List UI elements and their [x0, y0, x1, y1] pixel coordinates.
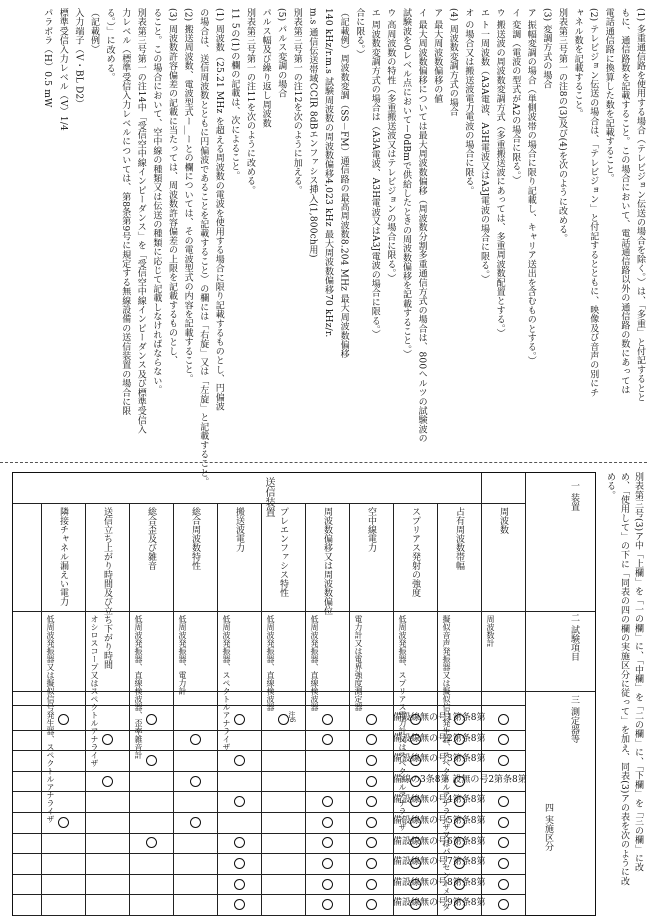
- instrument-cell: 低周波発振器、直線検波器: [266, 615, 275, 711]
- side-note-line: 別表第三号(3)ア中「上欄」を「一の欄」に、「中欄」を「二の欄」に、「下欄」を「三の欄」に改: [633, 472, 643, 872]
- applicable-mark: [498, 734, 509, 745]
- text-column: 別表第三号第一の注12を次のように加える。: [291, 8, 302, 195]
- text-column: 合に限る。）: [354, 8, 365, 59]
- applicable-mark: [454, 796, 465, 807]
- test-item-cell: 空中線電力: [366, 507, 376, 552]
- instrument-cell: 低周波発振器、スプリアス電力計又はスペクトルアナライザ: [398, 615, 407, 831]
- applicable-mark: [190, 734, 201, 745]
- table-rule: [481, 473, 482, 915]
- side-note-line: め、「使用して」の下に「同表の四の欄の実施区分に従って」を加え、同表(3)アの表を次のように改: [619, 472, 629, 886]
- applicable-mark: [146, 714, 157, 725]
- applicable-mark: [102, 734, 113, 745]
- division-label: 備設線無の号8第条8第: [393, 877, 486, 888]
- applicable-mark: [234, 858, 245, 869]
- test-item-cell: スプリアス発射の強度: [410, 507, 420, 597]
- applicable-mark: [366, 714, 377, 725]
- applicable-mark: [366, 858, 377, 869]
- applicable-mark: [366, 837, 377, 848]
- applicable-mark: [410, 796, 421, 807]
- applicable-mark: [234, 755, 245, 766]
- applicable-mark: [322, 837, 333, 848]
- applicable-mark: [366, 734, 377, 745]
- applicable-mark: [410, 837, 421, 848]
- instrument-cell: 低周波発振器、直線検波器、歪率雑音計: [134, 615, 143, 759]
- table-rule: [13, 915, 525, 916]
- applicable-mark: [322, 734, 333, 745]
- applicable-mark: [498, 899, 509, 910]
- applicable-mark: [498, 837, 509, 848]
- instrument-cell: 擬似音声発振器又は擬似信号発生器、スペクトルアナライザ又はパーセントメータ: [442, 615, 451, 911]
- text-column: （記載例）周波数変調（SS－FM）通信路の最高周波数8.204 MHz 最大周波数偏移: [338, 8, 349, 359]
- applicable-mark: [234, 899, 245, 910]
- text-column: 別表第三号第一の注14中「受信空中線インピーダンス」を「受信空中線インピーダンス及び標準受信入: [135, 8, 146, 434]
- table-rule: [13, 771, 525, 772]
- text-column: (2) 搬送周波数、電波型式ー＿ーとの欄については、その電波型式の内容を記載すること。: [182, 8, 193, 384]
- applicable-mark: [498, 879, 509, 890]
- instrument-cell: 低周波発振器、スペクトルアナライザ: [222, 615, 231, 751]
- table-rule: [13, 833, 525, 834]
- text-column: m.s 通信伝送帯域CCIR 8dBエンファシス挿入(1,800ch用): [307, 8, 318, 258]
- applicable-mark: [454, 899, 465, 910]
- applicable-mark: [146, 837, 157, 848]
- applicable-mark: [102, 776, 113, 787]
- applicable-mark: [410, 817, 421, 828]
- text-column: 別表第三号第一の注8の(3)及び(4)を次のように改める。: [557, 8, 567, 244]
- applicable-mark: [454, 734, 465, 745]
- text-column: ャネル数を記載すること。: [572, 8, 583, 119]
- test-item-cell: プレエンファシス特性: [278, 507, 288, 597]
- applicable-mark: [366, 899, 377, 910]
- test-item-cell: 総合歪及び雑音: [146, 507, 156, 570]
- text-column: (4) 周波数変調方式の場合: [447, 8, 458, 117]
- header-instrument: 三 測定器等: [569, 695, 579, 743]
- applicable-mark: [410, 714, 421, 725]
- text-column: イ 最大周波数偏移については最大周波数偏移（周波数分割多重通信方式の場合は、800ヘルツの試験波の: [416, 8, 427, 443]
- applicable-mark: [58, 817, 69, 828]
- text-column: 力レベル（標準受信入力レベルについては、第8条第9号に規定する無線設備の送信装置の場合に限: [120, 8, 131, 416]
- table-rule: [13, 750, 525, 751]
- text-column: ウ 高周波数の特性（多重搬送波又はテレビジョンの場合に限る。）: [385, 8, 396, 283]
- table-rule: [13, 894, 525, 895]
- division-label: 備設線無の号5第条8第: [393, 816, 486, 826]
- text-column: (1) 周波数（25.21 MHz を超える周波数の電波を使用する場合に限り記載するものとし、円偏波: [213, 8, 224, 411]
- instrument-cell: 電力計又は電界強度測定器: [354, 615, 363, 711]
- table-rule: [13, 691, 595, 692]
- applicable-mark: [498, 755, 509, 766]
- applicable-mark: [454, 858, 465, 869]
- applicable-mark: [366, 879, 377, 890]
- text-column: ア 最大周波数偏移の値: [432, 8, 443, 104]
- table-rule: [13, 611, 595, 612]
- applicable-mark: [454, 714, 465, 725]
- instrument-cell: 低周波発振器、直線検波器: [310, 615, 319, 711]
- text-column: もに、通信路数を記載すること。この場合において、電話通信路以外の通信路の数にあっては: [619, 8, 630, 395]
- test-items-table: [12, 472, 596, 916]
- applicable-mark: [454, 755, 465, 766]
- test-item-cell: 周波数偏移又は周波数偏位: [322, 507, 332, 615]
- section-divider: [0, 462, 647, 463]
- applicable-mark: [366, 817, 377, 828]
- applicable-mark: [146, 755, 157, 766]
- applicable-mark: [234, 837, 245, 848]
- instrument-cell: 低周波発振器又は擬似信号発生器、スペクトルアナライザ: [46, 615, 55, 823]
- group-label-transmitter: 送信装置: [263, 477, 274, 517]
- text-column: 11 5の(1)の欄の記載は、次によること。: [229, 8, 240, 181]
- text-column: ア 振幅変調の場合（単側波帯の場合に限り記載し、キャリア送出を含むものとする。）: [525, 8, 536, 366]
- text-column: イ 変調（電波の型式がA2の場合に限る。）: [510, 8, 521, 185]
- text-column: (1) 多重通信路を使用する場合（テレビジョン伝送の場合を除く。）は、「多重」と付記するとと: [635, 8, 645, 402]
- applicable-mark: [410, 734, 421, 745]
- applicable-mark: [366, 796, 377, 807]
- applicable-mark: [234, 714, 245, 725]
- applicable-mark: [190, 776, 201, 787]
- division-label: 備設線無の号6第条8第: [393, 836, 486, 847]
- text-column: 試験波を0レベル点においてー0dBmで供給したときの周波数偏移を記載すること。）: [401, 8, 411, 359]
- test-item-cell: 送信立ち上がり時間及び立ち下がり時間: [102, 507, 112, 669]
- applicable-mark: [498, 796, 509, 807]
- text-column: 別表第三号第一の注11を次のように改める。: [245, 8, 255, 195]
- text-column: （記載例）: [89, 8, 99, 54]
- test-item-cell: 周波数: [498, 507, 508, 534]
- text-column: オ の場合又は搬送波電力電波の場合に限る。: [463, 8, 474, 196]
- applicable-mark: [454, 837, 465, 848]
- text-column: る。）」に改める。: [104, 8, 115, 82]
- test-item-cell: 隣接チャネル漏えい電力: [58, 507, 68, 606]
- applicable-mark: [366, 776, 377, 787]
- applicable-mark: [498, 858, 509, 869]
- applicable-mark: [454, 776, 465, 787]
- test-item-cell: 搬送波電力: [234, 507, 244, 552]
- division-label: 備設線無の号7第条8第: [393, 857, 486, 868]
- test-item-cell: 占有周波数帯幅: [454, 507, 464, 570]
- text-column: エ 周波数変調方式の場合は（A3A電波、A3H電波又はA3J電波の場合に限る。）: [369, 8, 380, 339]
- text-column: (2) テレビジョン伝送の場合は、「テレビジョン」と付記するとともに、映像及び音声の別にチ: [588, 8, 599, 398]
- text-column: (3) 周波数許容偏差の記載に当たっては、周波数許容偏差の上限を記載するものとし、: [167, 8, 177, 365]
- text-column: ること。この場合において、空中線の種類又は伝送の種類に応じて記載しなければならない。: [151, 8, 162, 395]
- applicable-mark: [322, 796, 333, 807]
- applicable-mark: [234, 879, 245, 890]
- applicable-mark: [498, 817, 509, 828]
- applicable-mark: [410, 776, 421, 787]
- applicable-mark: [410, 755, 421, 766]
- applicable-mark: [322, 879, 333, 890]
- division-label: 備設線無の号4第条8第: [393, 795, 486, 806]
- instrument-cell: オシロスコープ又はスペクトルアナライザ: [90, 615, 99, 767]
- division-label: 備設線無の号3第条8第: [393, 754, 486, 765]
- text-column: (5) パルス変調の場合: [276, 8, 287, 99]
- applicable-mark: [410, 899, 421, 910]
- division-label: 備設線無の号9第条8第: [393, 898, 486, 909]
- header-test-item: 二 試験項目: [569, 613, 579, 661]
- text-column: の場合は、送信周波数とともに円偏波であることを記載すること）の欄には「右旋」又は「左旋」と記載すること。: [198, 8, 209, 487]
- applicable-mark: [454, 817, 465, 828]
- applicable-mark: [366, 755, 377, 766]
- text-column: 入力端子（V・BL D2）: [73, 8, 84, 109]
- table-rule: [13, 874, 525, 875]
- text-column: エ ト一周波数（A3A電波、A3H電波又はA3J電波の場合に限る。）: [479, 8, 489, 284]
- applicable-mark: [322, 899, 333, 910]
- text-column: 140 kHz/r.m.s 試験周波数の周波数偏移4,023 kHz 最大周波数偏移70 kHz/r.: [323, 8, 333, 338]
- table-rule: [13, 730, 525, 731]
- applicable-mark: [454, 879, 465, 890]
- applicable-mark: [322, 817, 333, 828]
- text-column: パルス幅及び繰り返し周波数: [260, 8, 271, 128]
- applicable-mark: [190, 817, 201, 828]
- text-column: パラボラ（H）0.5 mW: [42, 8, 53, 108]
- header-division: 四 実施区分: [543, 803, 553, 851]
- applicable-mark: [322, 858, 333, 869]
- applicable-mark: [234, 796, 245, 807]
- side-note-line: める。: [605, 472, 615, 500]
- table-rule: [525, 473, 526, 915]
- text-column: 標準受信入力レベル（V）1/4: [57, 8, 68, 131]
- header-device: 一 装置: [569, 481, 579, 511]
- instrument-cell: 周波数計: [486, 615, 495, 647]
- division-label: 備設線無の号1第条8第: [393, 713, 486, 723]
- division-label: 備線の3条8第 設無の号2第条8第: [393, 774, 527, 785]
- text-column: ウ 搬送波の周波数変調方式（多重搬送波にあっては、多重周波数配置とする。）: [494, 8, 505, 338]
- applicable-mark: [410, 858, 421, 869]
- text-column: (3) 変調方式の場合: [541, 8, 552, 89]
- test-item-cell: 総合周波数特性: [190, 507, 200, 570]
- applicable-mark: [498, 714, 509, 725]
- applicable-mark: [410, 879, 421, 890]
- note-mark: 注6: [288, 711, 296, 723]
- instrument-cell: 低周波発振器、電力計: [178, 615, 187, 695]
- division-label: 備設線無の号2第条8第: [393, 733, 486, 744]
- applicable-mark: [58, 714, 69, 725]
- table-rule: [13, 791, 525, 792]
- table-rule: [13, 853, 525, 854]
- text-column: 電話通信路に換算した数を記載すること。: [603, 8, 614, 183]
- table-rule: [13, 812, 525, 813]
- applicable-mark: [322, 714, 333, 725]
